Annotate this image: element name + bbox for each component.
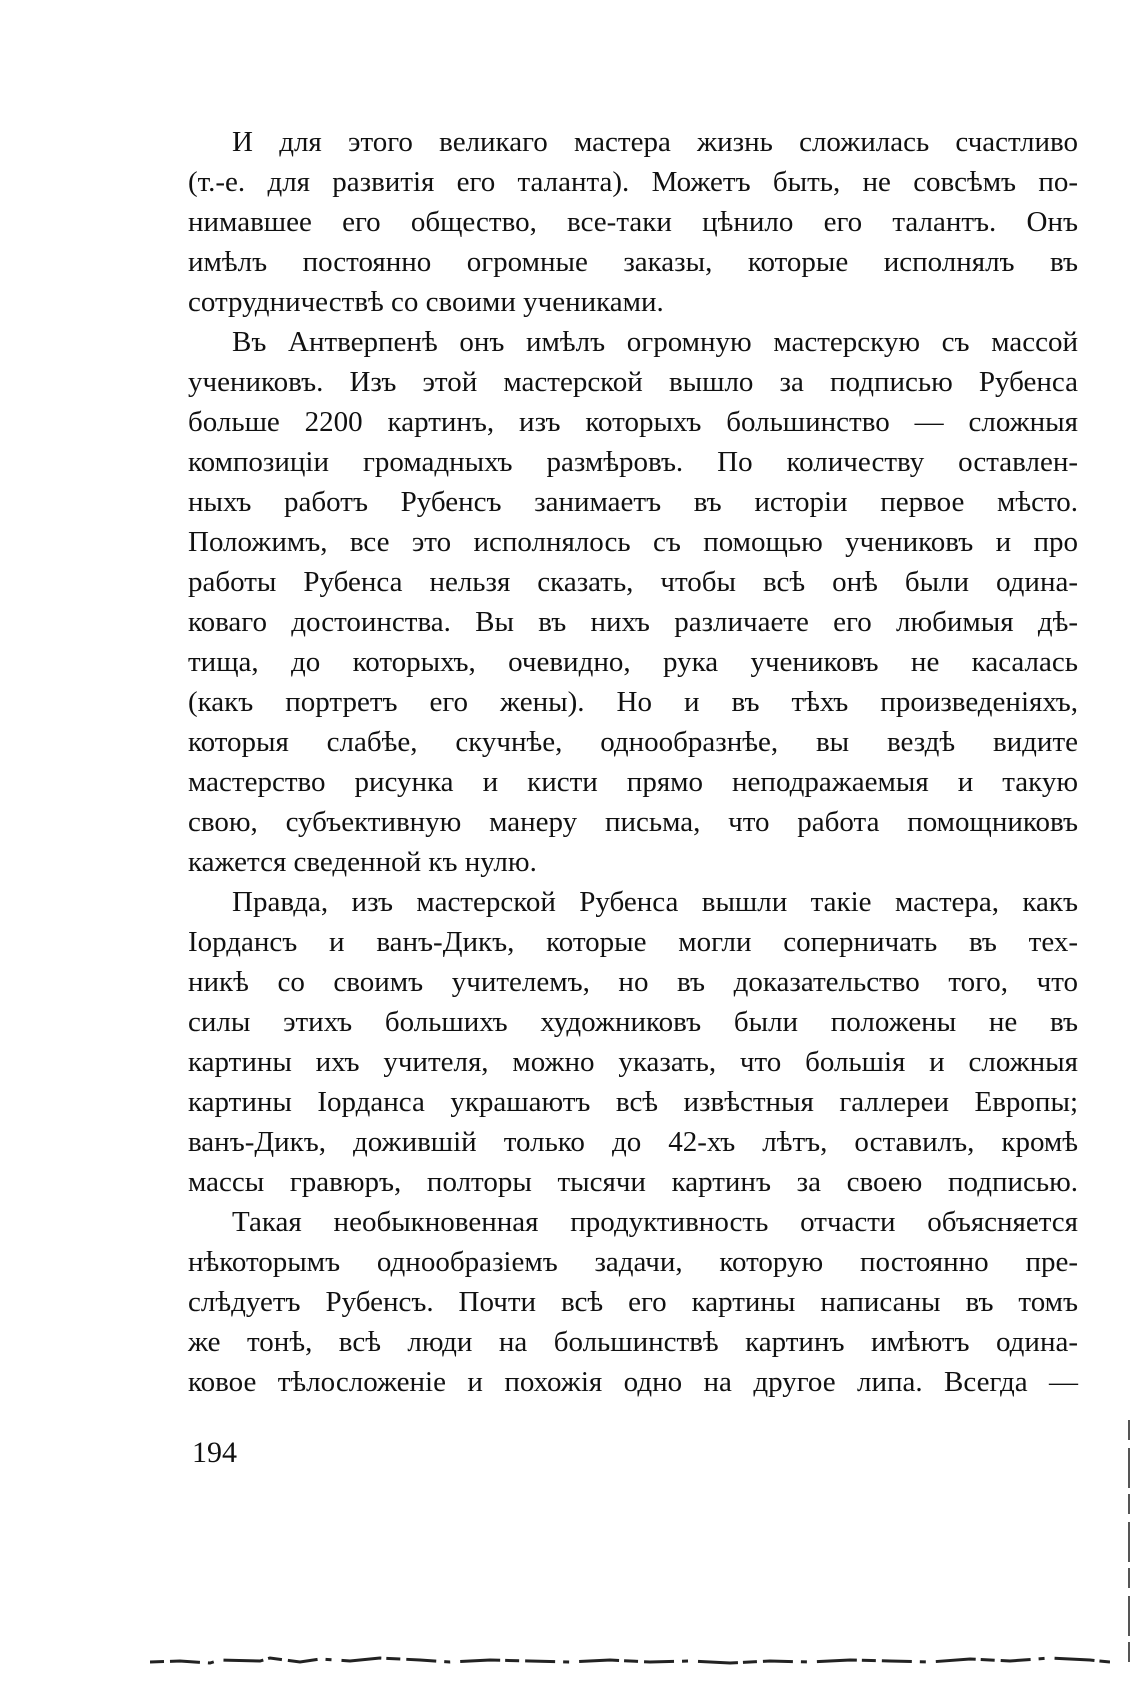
text-line: ванъ-Дикъ, дожившій только до 42-хъ лѣтъ, оставилъ, кромѣ: [188, 1126, 1078, 1158]
scan-artifact-side: [1126, 1420, 1132, 1670]
text-line: картины ихъ учителя, можно указать, что большія и сложныя: [188, 1046, 1078, 1078]
text-line: Въ Антверпенѣ онъ имѣлъ огромную мастерскую съ массой: [232, 326, 1078, 358]
paragraph-3: [188, 882, 1078, 1202]
text-line: коваго достоинства. Вы въ нихъ различаете его любимыя дѣ-: [188, 606, 1078, 638]
text-line: (какъ портретъ его жены). Но и въ тѣхъ произведеніяхъ,: [188, 686, 1078, 718]
text-line: мастерство рисунка и кисти прямо неподражаемыя и такую: [188, 766, 1078, 798]
text-line: работы Рубенса нельзя сказать, чтобы всѣ онѣ были одина-: [188, 566, 1078, 598]
text-line: учениковъ. Изъ этой мастерской вышло за подписью Рубенса: [188, 366, 1078, 398]
text-line: силы этихъ большихъ художниковъ были положены не въ: [188, 1006, 1078, 1038]
text-line: Положимъ, все это исполнялось съ помощью учениковъ и про: [188, 526, 1078, 558]
text-line: сотрудничествѣ со своими учениками.: [188, 286, 664, 318]
body-text: [188, 122, 1078, 1402]
text-line: тища, до которыхъ, очевидно, рука учениковъ не касалась: [188, 646, 1078, 678]
text-line: ныхъ работъ Рубенсъ занимаетъ въ исторіи первое мѣсто.: [188, 486, 1078, 518]
paragraph-2: [188, 322, 1078, 882]
text-line: слѣдуетъ Рубенсъ. Почти всѣ его картины написаны въ томъ: [188, 1286, 1078, 1318]
page-number: 194: [192, 1436, 237, 1469]
text-line: композиціи громадныхъ размѣровъ. По количеству оставлен-: [188, 446, 1078, 478]
text-line: ковое тѣлосложеніе и похожія одно на другое липа. Всегда —: [188, 1366, 1078, 1398]
paragraph-4: [188, 1202, 1078, 1402]
text-line: массы гравюръ, полторы тысячи картинъ за своею подписью.: [188, 1166, 1078, 1198]
text-line: которыя слабѣе, скучнѣе, однообразнѣе, вы вездѣ видите: [188, 726, 1078, 758]
scan-artifact-bottom: [150, 1652, 1110, 1668]
text-line: Такая необыкновенная продуктивность отчасти объясняется: [232, 1206, 1078, 1238]
text-line: больше 2200 картинъ, изъ которыхъ большинство — сложныя: [188, 406, 1078, 438]
text-line: никѣ со своимъ учителемъ, но въ доказательство того, что: [188, 966, 1078, 998]
text-line: картины Іорданса украшаютъ всѣ извѣстныя галлереи Европы;: [188, 1086, 1078, 1118]
text-line: (т.-е. для развитія его таланта). Можетъ быть, не совсѣмъ по-: [188, 166, 1078, 198]
text-line: И для этого великаго мастера жизнь сложилась счастливо: [232, 126, 1078, 158]
text-line: свою, субъективную манеру письма, что работа помощниковъ: [188, 806, 1078, 838]
text-line: Іордансъ и ванъ-Дикъ, которые могли соперничать въ тех-: [188, 926, 1078, 958]
text-line: Правда, изъ мастерской Рубенса вышли такіе мастера, какъ: [232, 886, 1078, 918]
text-line: имѣлъ постоянно огромные заказы, которые исполнялъ въ: [188, 246, 1078, 278]
text-line: кажется сведенной къ нулю.: [188, 846, 537, 878]
text-line: нимавшее его общество, все-таки цѣнило его талантъ. Онъ: [188, 206, 1078, 238]
text-line: же тонѣ, всѣ люди на большинствѣ картинъ имѣютъ одина-: [188, 1326, 1078, 1358]
paragraph-1: [188, 122, 1078, 322]
text-line: нѣкоторымъ однообразіемъ задачи, которую постоянно пре-: [188, 1246, 1078, 1278]
